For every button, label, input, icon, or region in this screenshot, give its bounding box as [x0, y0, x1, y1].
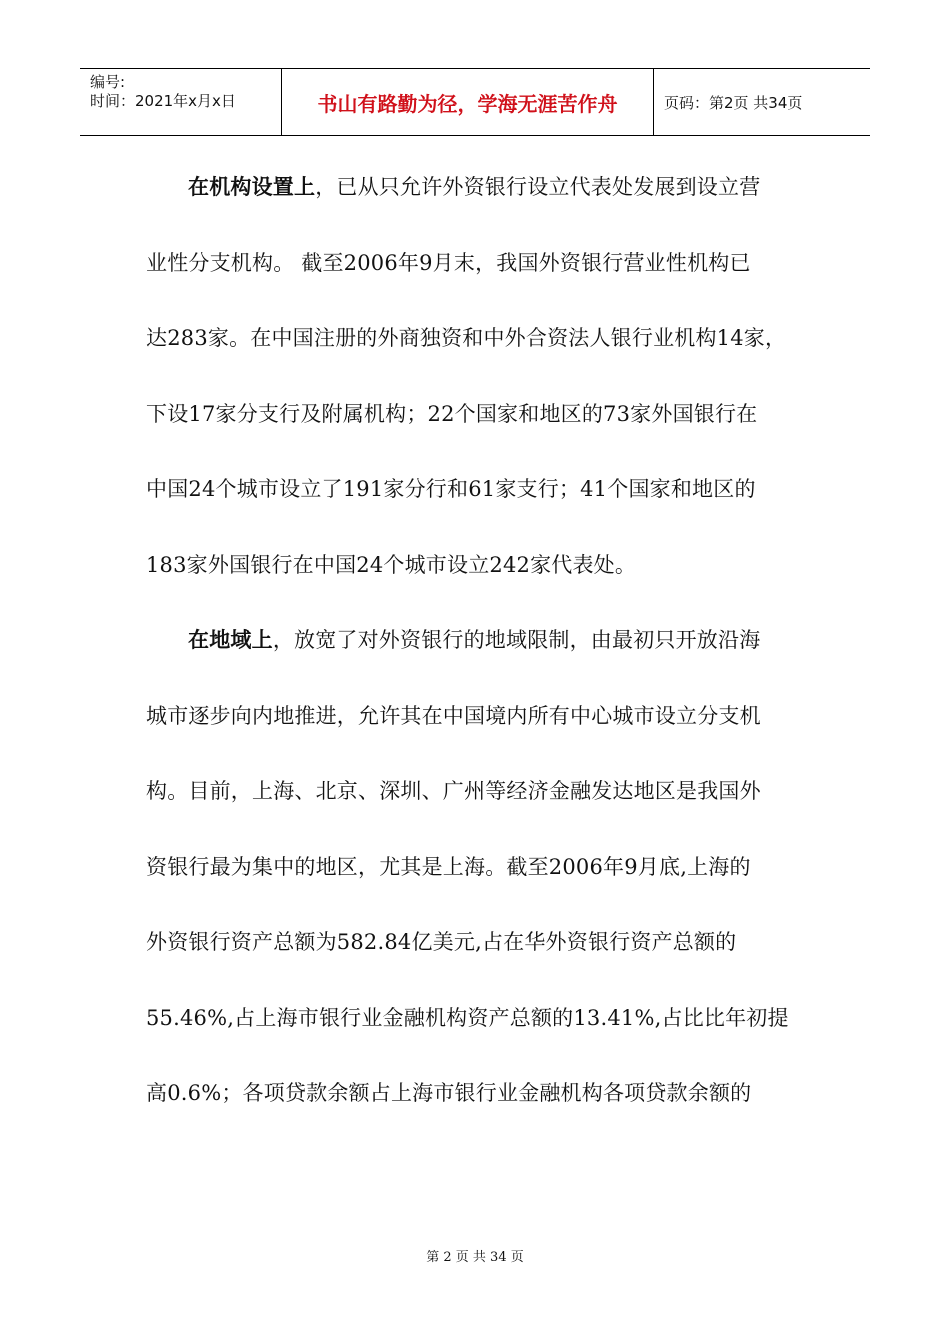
- section-heading: 在机构设置上: [188, 174, 316, 199]
- text-run: ，放宽了对外资银行的地域限制，由最初只开放沿海: [272, 628, 761, 652]
- paragraph-line: 高0.6%；各项贷款余额占上海市银行业金融机构各项贷款余额的: [146, 1081, 752, 1105]
- header-meta: [80, 69, 282, 135]
- time-label: 时间：2021年x月x日: [90, 92, 236, 110]
- paragraph-line: 55.46%,占上海市银行业金融机构资产总额的13.41%,占比比年初提: [146, 1005, 789, 1030]
- number-label: 编号:: [90, 73, 126, 91]
- paragraph-line: [146, 162, 806, 238]
- paragraph-line: 城市逐步向内地推进，允许其在中国境内所有中心城市设立分支机: [146, 703, 761, 728]
- paragraph-line: 资银行最为集中的地区，尤其是上海。截至2006年9月底,上海的: [146, 854, 751, 879]
- section-heading: 在地域上: [188, 627, 273, 652]
- paragraph-line: 业性分支机构。 截至2006年9月末，我国外资银行营业性机构已: [146, 250, 751, 275]
- paragraph-line: 中国24个城市设立了191家分行和61家支行；41个国家和地区的: [146, 477, 756, 501]
- paragraph-line: [146, 615, 806, 691]
- document-header: [80, 68, 870, 136]
- paragraph-line: 构。目前，上海、北京、深圳、广州等经济金融发达地区是我国外: [146, 779, 761, 803]
- page-footer: 第 2 页 共 34 页: [426, 1250, 524, 1265]
- header-motto: 书山有路勤为径，学海无涯苦作舟: [282, 69, 654, 135]
- document-body: [146, 162, 806, 1144]
- header-page-label: 页码：第2页 共34页: [664, 93, 803, 112]
- paragraph-line: 下设17家分支行及附属机构；22个国家和地区的73家外国银行在: [146, 401, 758, 426]
- paragraph-line: 183家外国银行在中国24个城市设立242家代表处。: [146, 552, 637, 577]
- paragraph-line: 达283家。在中国注册的外商独资和中外合资法人银行业机构14家，: [146, 326, 787, 350]
- text-run: ，已从只允许外资银行设立代表处发展到设立营: [315, 175, 761, 199]
- paragraph-line: 外资银行资产总额为582.84亿美元,占在华外资银行资产总额的: [146, 930, 737, 954]
